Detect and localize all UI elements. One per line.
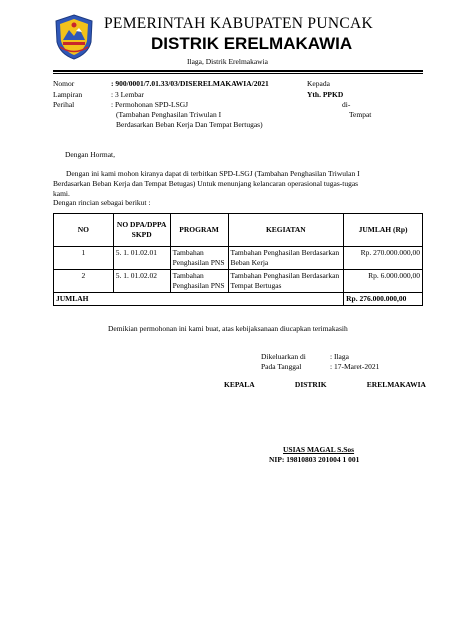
greeting: Dengan Hormat, (65, 150, 115, 159)
row-dpa: 5. 1. 01.02.01 (113, 247, 170, 270)
letterhead-address: Ilaga, Distrik Erelmakawia (187, 57, 269, 66)
nomor-label: Nomor (53, 79, 75, 88)
recipient-kepada: Kepada (307, 79, 330, 88)
paragraph-line-1: Dengan ini kami mohon kiranya dapat di terbitkan SPD-LSGJ (Tambahan Penghasilan Triwulan I (66, 169, 360, 178)
perihal-line-2: (Tambahan Penghasilan Triwulan I (116, 110, 222, 119)
recipient-name: Yth. PPKD (307, 90, 344, 99)
letterhead-district-name: DISTRIK ERELMAKAWIA (151, 34, 353, 53)
table-row (54, 270, 423, 293)
total-value: Rp. 276.000.000,00 (344, 293, 423, 306)
signatory-title-word: DISTRIK (294, 380, 327, 389)
header-dpa: NO DPA/DPPA SKPD (113, 214, 170, 247)
paragraph-line-3: kami. (53, 189, 70, 198)
header-jumlah: JUMLAH (Rp) (344, 214, 423, 247)
header-no: NO (54, 214, 114, 247)
details-table (53, 213, 423, 306)
recipient-tempat: Tempat (349, 110, 372, 119)
letterhead-rule-thin (53, 73, 423, 74)
lampiran-value: : 3 Lembar (111, 90, 144, 99)
table-header-row (54, 214, 423, 247)
table-total-row (54, 293, 423, 306)
date-label: Pada Tanggal (261, 362, 302, 371)
header-program: PROGRAM (170, 214, 228, 247)
row-program: Tambahan Penghasilan PNS (170, 270, 228, 293)
signatory-title-word: ERELMAKAWIA (366, 380, 426, 389)
row-no: 2 (54, 270, 114, 293)
row-dpa: 5. 1. 01.02.02 (113, 270, 170, 293)
row-kegiatan: Tambahan Penghasilan Berdasarkan Tempat Bertugas (228, 270, 344, 293)
signatory-name: USIAS MAGAL S.Sos (283, 445, 355, 454)
regency-emblem-logo (54, 14, 94, 60)
row-jumlah: Rp. 270.000.000,00 (344, 247, 423, 270)
paragraph-line-2: Berdasarkan Beban Kerja dan Tempat Betugas) Untuk menunjang kelancaran operasional tugas-tugas (53, 179, 359, 188)
signatory-title (224, 380, 426, 389)
signatory-nip: NIP: 19810803 201004 1 001 (269, 455, 360, 464)
row-kegiatan: Tambahan Penghasilan Berdasarkan Beban Kerja (228, 247, 344, 270)
issued-at-value: : Ilaga (330, 352, 349, 361)
paragraph-line-4: Dengan rincian sebagai berikut : (53, 198, 151, 207)
date-value: : 17-Maret-2021 (330, 362, 380, 371)
closing-sentence: Demikian permohonan ini kami buat, atas kebijaksanaan diucapkan terimakasih (108, 324, 348, 333)
letterhead-government-name: PEMERINTAH KABUPATEN PUNCAK (104, 15, 373, 32)
row-jumlah: Rp. 6.000.000,00 (344, 270, 423, 293)
recipient-di: di- (342, 100, 351, 109)
perihal-value: : Permohonan SPD-LSGJ (111, 100, 189, 109)
issued-at-label: Dikeluarkan di (261, 352, 306, 361)
perihal-line-3: Berdasarkan Beban Kerja Dan Tempat Bertugas) (116, 120, 263, 129)
row-no: 1 (54, 247, 114, 270)
nomor-value: : 900/0001/7.01.33/03/DISERELMAKAWIA/2021 (111, 79, 269, 88)
total-label: JUMLAH (54, 293, 344, 306)
letterhead-rule-thick (53, 70, 423, 72)
header-kegiatan: KEGIATAN (228, 214, 344, 247)
lampiran-label: Lampiran (53, 90, 83, 99)
signatory-title-word: KEPALA (224, 380, 255, 389)
table-row (54, 247, 423, 270)
perihal-label: Perihal (53, 100, 75, 109)
row-program: Tambahan Penghasilan PNS (170, 247, 228, 270)
